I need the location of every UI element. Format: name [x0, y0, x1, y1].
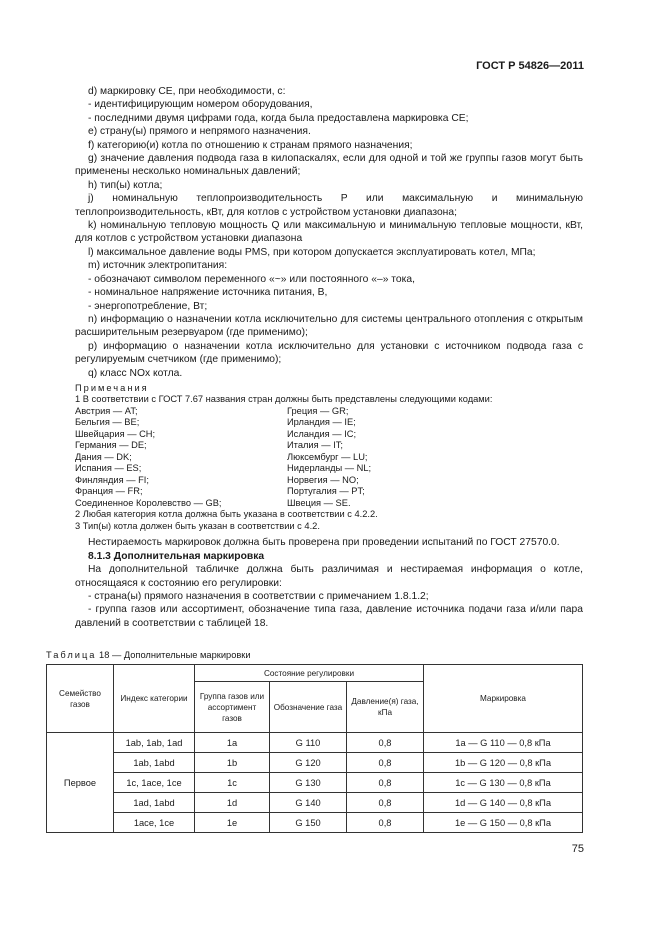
- country-code: Бельгия — BE;: [75, 417, 140, 428]
- table-row: [47, 793, 583, 813]
- gas-cell: G 120: [270, 753, 347, 773]
- paragraph: n) информацию о назначении котла исключительно для системы центрального отопления с открытым расширительным резервуаром (где применимо);: [75, 313, 583, 339]
- page-header: ГОСТ Р 54826—2011: [476, 60, 584, 72]
- country-code: Австрия — AT;: [75, 405, 138, 416]
- pressure-cell: 0,8: [347, 773, 424, 793]
- note-2: 2 Любая категория котла должна быть указана в соответствии с 4.2.2.: [75, 509, 378, 520]
- country-code: Греция — GR;: [287, 405, 349, 416]
- country-code: Норвегия — NO;: [287, 474, 359, 485]
- paragraph: d) маркировку СЕ, при необходимости, с:: [88, 86, 286, 97]
- country-code: Испания — ES;: [75, 463, 142, 474]
- header-state: Состояние регулировки: [195, 665, 424, 682]
- index-cell: 1ace, 1ce: [114, 813, 195, 833]
- list-item: - энергопотребление, Вт;: [88, 300, 208, 312]
- header-family: Семейство газов: [47, 665, 114, 733]
- header-pressure: Давление(я) газа, кПа: [347, 682, 424, 733]
- header-marking: Маркировка: [424, 665, 583, 733]
- table-caption: [46, 650, 251, 660]
- family-cell: Первое: [47, 733, 114, 833]
- list-item: - группа газов или ассортимент, обозначение типа газа, давление источника подачи газа и/или пара давлений в соответствии с таблицей 18.: [75, 604, 583, 629]
- country-code: Германия — DE;: [75, 440, 147, 451]
- gas-cell: G 130: [270, 773, 347, 793]
- paragraph: f) категорию(и) котла по отношению к странам прямого назначения;: [88, 139, 413, 151]
- country-code: Италия — IT;: [287, 440, 343, 451]
- note-3: 3 Тип(ы) котла должен быть указан в соответствии с 4.2.: [75, 520, 320, 531]
- country-code: Соединенное Королевство — GB;: [75, 497, 222, 508]
- index-cell: 1ad, 1abd: [114, 793, 195, 813]
- gas-cell: G 140: [270, 793, 347, 813]
- marking-cell: 1c — G 130 — 0,8 кПа: [424, 773, 583, 793]
- document-body: [75, 85, 583, 630]
- paragraph: е) страну(ы) прямого и непрямого назначения.: [88, 126, 311, 138]
- country-code: Нидерланды — NL;: [287, 463, 372, 474]
- table-caption-text: 18 — Дополнительные маркировки: [99, 650, 251, 660]
- list-item: - номинальное напряжение источника питания, В,: [88, 287, 328, 299]
- marking-cell: 1e — G 150 — 0,8 кПа: [424, 813, 583, 833]
- paragraph: h) тип(ы) котла;: [88, 179, 163, 191]
- section-heading: 8.1.3 Дополнительная маркировка: [88, 550, 265, 562]
- list-item: - последними двумя цифрами года, когда была предоставлена маркировка СЕ;: [88, 112, 469, 124]
- country-code: Швейцария — CH;: [75, 428, 156, 439]
- table-row: [47, 813, 583, 833]
- marking-cell: 1b — G 120 — 0,8 кПа: [424, 753, 583, 773]
- paragraph: j) номинальную теплопроизводительность P или максимальную и минимальную теплопроизводительность, кВт, для котлов с устройством установки диапазона;: [75, 193, 583, 218]
- group-cell: 1d: [195, 793, 270, 813]
- group-cell: 1a: [195, 733, 270, 753]
- paragraph: g) значение давления подвода газа в килопаскалях, если для одной и той же группы газов могут быть применены несколько номинальных давлений;: [75, 153, 583, 178]
- paragraph: Нестираемость маркировок должна быть проверена при проведении испытаний по ГОСТ 27570.0.: [88, 537, 560, 549]
- table-caption-word: Таблица: [46, 650, 97, 660]
- paragraph: q) класс NOx котла.: [88, 367, 183, 379]
- header-designation: Обозначение газа: [270, 682, 347, 733]
- pressure-cell: 0,8: [347, 733, 424, 753]
- country-code: Ирландия — IE;: [287, 417, 356, 428]
- list-item: - идентифицирующим номером оборудования,: [88, 99, 313, 111]
- markings-table: [46, 664, 583, 833]
- pressure-cell: 0,8: [347, 793, 424, 813]
- index-cell: 1ab, 1ab, 1ad: [114, 733, 195, 753]
- index-cell: 1c, 1ace, 1ce: [114, 773, 195, 793]
- group-cell: 1e: [195, 813, 270, 833]
- country-code: Люксембург — LU;: [287, 451, 368, 462]
- paragraph: На дополнительной табличке должна быть различимая и нестираемая информация о котле, относящаяся к состоянию его регулировки:: [75, 564, 583, 589]
- table-row: [47, 733, 583, 753]
- country-code: Исландия — IC;: [287, 428, 357, 439]
- paragraph: l) максимальное давление воды PMS, при котором допускается эксплуатировать котел, МПа;: [88, 246, 536, 258]
- country-code: Финляндия — FI;: [75, 474, 149, 485]
- gas-cell: G 110: [270, 733, 347, 753]
- note-1: 1 В соответствии с ГОСТ 7.67 названия стран должны быть представлены следующими кодами:: [75, 394, 493, 405]
- page-number: 75: [571, 843, 584, 855]
- country-code: Франция — FR;: [75, 486, 143, 497]
- list-item: - обозначают символом переменного «~» или постоянного «–» тока,: [88, 273, 415, 285]
- country-code: Швеция — SE.: [287, 497, 351, 508]
- marking-cell: 1a — G 110 — 0,8 кПа: [424, 733, 583, 753]
- index-cell: 1ab, 1abd: [114, 753, 195, 773]
- country-code: Дания — DK;: [75, 451, 132, 462]
- paragraph: m) источник электропитания:: [88, 260, 228, 272]
- header-index: Индекс категории: [114, 665, 195, 733]
- group-cell: 1b: [195, 753, 270, 773]
- country-code: Португалия — PT;: [287, 486, 365, 497]
- group-cell: 1c: [195, 773, 270, 793]
- paragraph: p) информацию о назначении котла исключительно для установки с источником подвода газа с регулируемым счетчиком (где применимо);: [75, 340, 583, 366]
- pressure-cell: 0,8: [347, 813, 424, 833]
- table-row: [47, 773, 583, 793]
- notes-title: Примечания: [75, 382, 149, 393]
- gas-cell: G 150: [270, 813, 347, 833]
- header-group: Группа газов или ассортимент газов: [195, 682, 270, 733]
- list-item: - страна(ы) прямого назначения в соответствии с примечанием 1.8.1.2;: [88, 591, 429, 603]
- notes-block: [75, 383, 583, 533]
- pressure-cell: 0,8: [347, 753, 424, 773]
- paragraph: k) номинальную тепловую мощность Q или максимальную и минимальную тепловые мощности, кВт, для котлов с устройством установки диапазона: [75, 220, 583, 245]
- country-codes: [75, 406, 583, 510]
- table-row: [47, 753, 583, 773]
- marking-cell: 1d — G 140 — 0,8 кПа: [424, 793, 583, 813]
